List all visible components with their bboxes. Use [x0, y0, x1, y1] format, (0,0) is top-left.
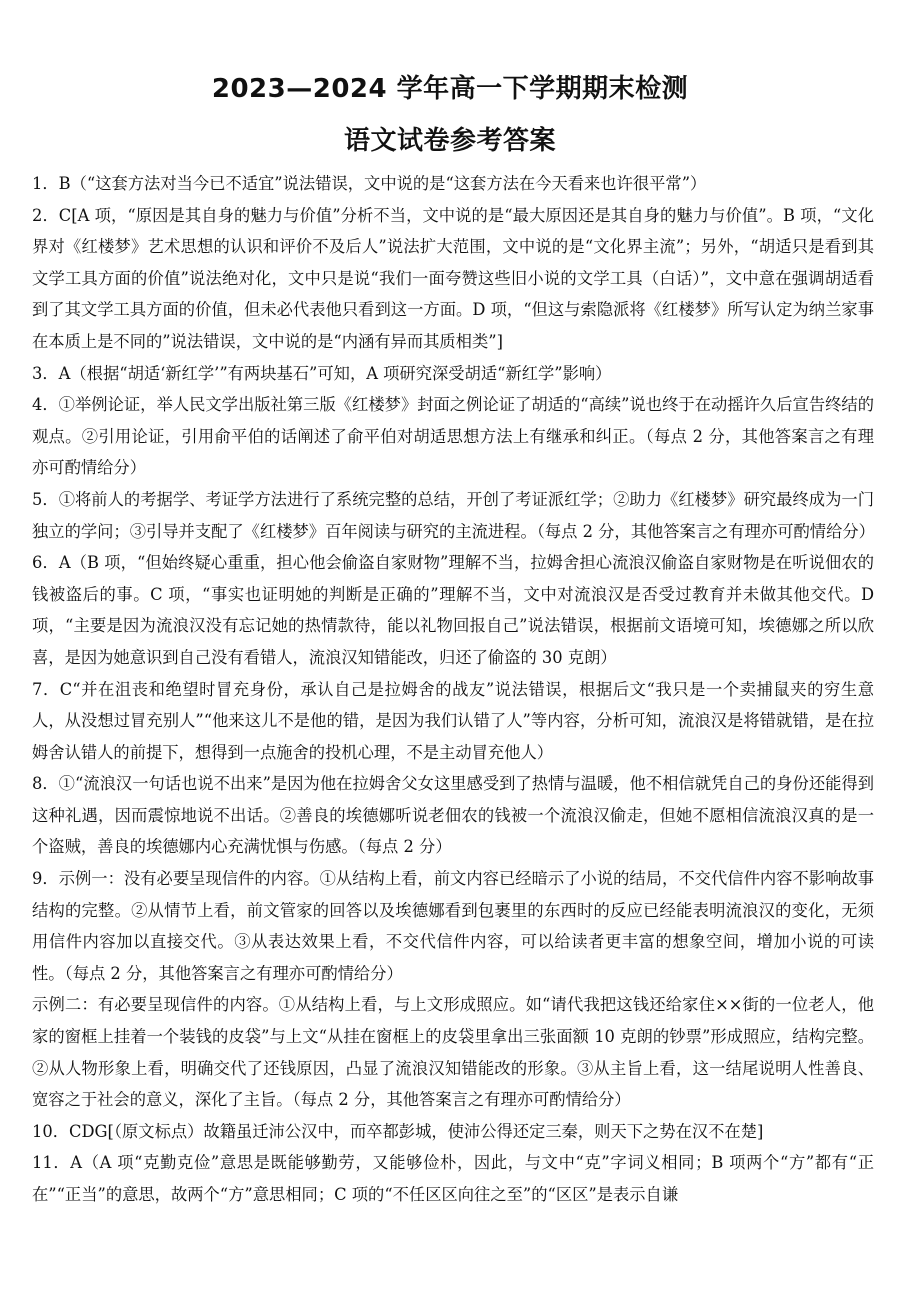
answer-3: 3．A（根据“胡适‘新红学’”有两块基石”可知，A 项研究深受胡适“新红学”影响）: [32, 363, 612, 383]
answer-6: 6．A（B 项，“但始终疑心重重，担心他会偷盗自家财物”理解不当，拉姆舍担心流浪汉偷盗自家财物是在听说佃农的钱被盗后的事。C 项，“事实也证明她的判断是正确的”理解不当，文中对流浪汉是否受过教育并未做其他交代。D 项，“主要是因为流浪汉没有忘记她的热情款待，能以礼物回报自己”说法错误，根据前文语境可知，埃德娜之所以欣喜，是因为她意识到自己没有看错人，流浪汉知错能改，归还了偷盗的 30 克朗）: [32, 553, 874, 667]
answer-key-subtitle: 语文试卷参考答案: [343, 126, 556, 156]
answer-5: 5．①将前人的考据学、考证学方法进行了系统完整的总结，开创了考证派红学；②助力《红楼梦》研究最终成为一门独立的学问；③引导并支配了《红楼梦》百年阅读与研究的主流进程。（每点 2 分，其他答案言之有理亦可酌情给分）: [32, 489, 875, 541]
answer-2: 2．C[A 项，“原因是其自身的魅力与价值”分析不当，文中说的是“最大原因还是其自身的魅力与价值”。B 项，“文化界对《红楼梦》艺术思想的认识和评价不及后人”说法扩大范围，文中说的是“文化界主流”；另外，“胡适只是看到其文学工具方面的价值”说法绝对化，文中只是说“我们一面夸赞这些旧小说的文学工具（白话）”，文中意在强调胡适看到了其文学工具方面的价值，但未必代表他只看到这一方面。D 项，“但这与索隐派将《红楼梦》所写认定为纳兰家事在本质上是不同的”说法错误，文中说的是“内涵有异而其质相类”]: [32, 205, 874, 351]
answer-8: 8．①“流浪汉一句话也说不出来”是因为他在拉姆舍父女这里感受到了热情与温暖，他不相信就凭自己的身份还能得到这种礼遇，因而震惊地说不出话。②善良的埃德娜听说老佃农的钱被一个流浪汉偷走，但她不愿相信流浪汉真的是一个盗贼，善良的埃德娜内心充满忧惧与伤感。（每点 2 分）: [32, 774, 874, 857]
answer-9-example-2: 示例二：有必要呈现信件的内容。①从结构上看，与上文形成照应。如“请代我把这钱还给家住××街的一位老人，他家的窗框上挂着一个装钱的皮袋”与上文“从挂在窗框上的皮袋里拿出三张面额 10 克朗的钞票”形成照应，结构完整。②从人物形象上看，明确交代了还钱原因，凸显了流浪汉知错能改的形象。③从主旨上看，这一结尾说明人性善良、宽容之于社会的意义，深化了主旨。（每点 2 分，其他答案言之有理亦可酌情给分）: [32, 995, 874, 1110]
exam-title: 2023—2024 学年高一下学期期末检测: [211, 74, 689, 104]
answer-7: 7．C“并在沮丧和绝望时冒充身份，承认自己是拉姆舍的战友”说法错误，根据后文“我只是一个卖捕鼠夹的穷生意人，从没想过冒充别人”“他来这儿不是他的错，是因为我们认错了人”等内容，分析可知，流浪汉是将错就错，是在拉姆舍认错人的前提下，想得到一点施舍的投机心理，不是主动冒充他人）: [32, 679, 874, 762]
answer-1: 1．B（“这套方法对当今已不适宜”说法错误，文中说的是“这套方法在今天看来也许很平常”）: [32, 174, 707, 193]
answer-list: [32, 168, 874, 1211]
answer-4: 4．①举例论证，举人民文学出版社第三版《红楼梦》封面之例论证了胡适的“高续”说也终于在动摇许久后宣告终结的观点。②引用论证，引用俞平伯的话阐述了俞平伯对胡适思想方法上有继承和纠正。（每点 2 分，其他答案言之有理亦可酌情给分）: [32, 395, 874, 478]
answer-9-example-1: 9．示例一：没有必要呈现信件的内容。①从结构上看，前文内容已经暗示了小说的结局，不交代信件内容不影响故事结构的完整。②从情节上看，前文管家的回答以及埃德娜看到包裹里的东西时的反应已经能表明流浪汉的变化，无须用信件内容加以直接交代。③从表达效果上看，不交代信件内容，可以给读者更丰富的想象空间，增加小说的可读性。（每点 2 分，其他答案言之有理亦可酌情给分）: [32, 869, 874, 983]
answer-11: 11．A（A 项“克勤克俭”意思是既能够勤劳，又能够俭朴，因此，与文中“克”字词义相同；B 项两个“方”都有“正在”“正当”的意思，故两个“方”意思相同；C 项的“不任区区向往之至”的“区区”是表示自谦: [32, 1153, 874, 1204]
answer-10: 10．CDG[（原文标点）故籍虽迁沛公汉中，而卒都彭城，使沛公得还定三秦，则天下之势在汉不在楚]: [32, 1121, 764, 1141]
